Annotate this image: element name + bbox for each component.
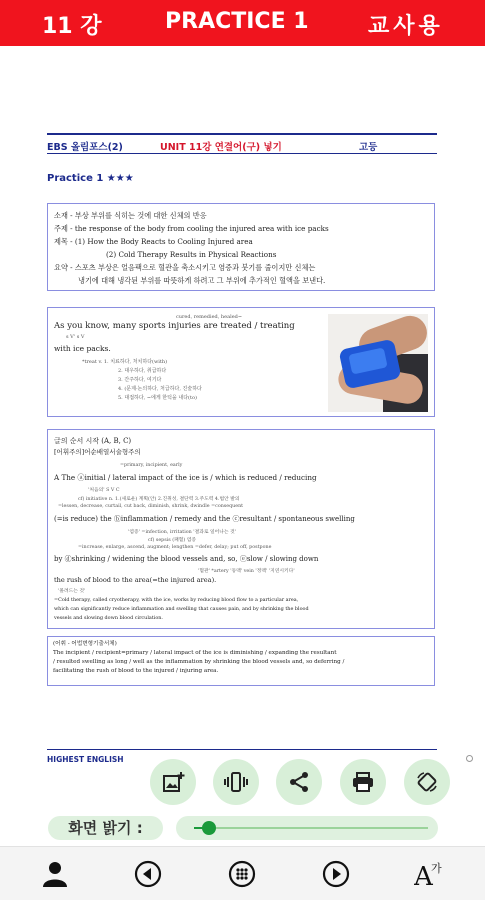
- page-title: PRACTICE 1: [165, 9, 309, 34]
- gloss-line: 5. 대접하다, ~에게 한턱을 내다(to): [118, 395, 197, 401]
- screen-rotate-icon: [415, 770, 439, 794]
- explanation-line: vessels and slowing down blood circulation.: [54, 615, 163, 621]
- bottom-nav: [0, 846, 485, 900]
- grammar-marks: s V' s V: [66, 334, 85, 340]
- font-size-icon: [414, 859, 448, 889]
- vocab-title: (어휘 - 어법변형기출서체): [53, 641, 117, 647]
- menu-button[interactable]: [227, 859, 257, 889]
- previous-icon: [133, 859, 163, 889]
- svg-text:가: 가: [431, 862, 442, 875]
- unit-label: UNIT 11강 연결어(구) 넣기: [160, 142, 282, 153]
- summary-line: 제목 - (1) How the Body Reacts to Cooling Injured area: [54, 237, 253, 246]
- explanation-line: =Cold therapy, called cryotherapy, with the ice, works by reducing blood flow to a particular area,: [54, 597, 299, 603]
- profile-button[interactable]: [40, 859, 70, 889]
- gloss-note: cf) sepsis (패혈) 염증: [148, 538, 197, 543]
- vibrate-icon: [224, 770, 248, 794]
- lesson-number: 11 강: [42, 14, 102, 39]
- hint-text: cured, remedied, healed~: [176, 314, 243, 320]
- summary-line: 요약 - 스포츠 부상은 얼음팩으로 혈관을 축소시키고 염증과 붓기를 줄이지만 신체는: [54, 263, 316, 272]
- vocab-note: cf) initiative n. 1.(새로운) 계획(안) 2.진취성, 결단력 3.주도력 4.법안 발의: [78, 497, 240, 502]
- footer-brand: HIGHEST ENGLISH: [47, 755, 124, 764]
- next-icon: [321, 859, 351, 889]
- gloss-note: '몰려드는 것': [58, 589, 86, 594]
- explanation-line: which can significantly reduce inflammation and swelling that causes pain, and by shrinking the blood: [54, 606, 309, 612]
- gloss-line: 3. 간주하다, 여기다: [118, 377, 162, 383]
- order-subtitle: [어휘주의]어순배열서술형주의: [54, 448, 141, 456]
- synonym-note: =primary, incipient, early: [120, 463, 183, 468]
- gloss-line: *treat v. 1. 치료하다, 처치하다(with): [82, 359, 168, 365]
- add-photo-button[interactable]: [150, 759, 196, 805]
- summary-line: (2) Cold Therapy Results in Physical Reactions: [106, 250, 277, 259]
- order-title: 글의 순서 시작 (A, B, C): [54, 437, 132, 445]
- gloss-note: '염증' =infection, irritation '결과로 일어나는 것': [128, 530, 237, 535]
- vocab-line: The incipient / recipient=primary / lateral impact of the ice is diminishing / expanding the resultant: [53, 650, 337, 656]
- level-label: 고등: [359, 142, 378, 153]
- add-photo-icon: [161, 770, 185, 794]
- sentence-d: the rush of blood to the area(=the injured area).: [54, 576, 217, 584]
- screen-rotate-button[interactable]: [404, 759, 450, 805]
- summary-line: 소재 - 부상 부위를 식히는 것에 대한 신체의 반응: [54, 211, 207, 220]
- footer-rule: [47, 749, 437, 750]
- example-sentence: As you know, many sports injuries are treated / treating: [54, 321, 295, 331]
- sentence-a: A The ⓐinitial / lateral impact of the ice is / which is reduced / reducing: [54, 473, 317, 482]
- vocab-line: / resulted swelling as long / well as the inflammation by shrinking the blood vessels and, so deferring /: [53, 659, 345, 665]
- gloss-note: '혈관' *artery '동맥' vein '정맥' '지연시키다': [198, 569, 295, 574]
- print-icon: [351, 770, 375, 794]
- brightness-slider[interactable]: [176, 816, 438, 840]
- share-icon: [287, 770, 311, 794]
- gloss-line: 4. (문제·논의하다, 처급하다, 진술하다: [118, 386, 202, 392]
- menu-grid-icon: [227, 859, 257, 889]
- under-rule: [47, 153, 437, 154]
- vocab-line: facilitating the rush of blood to the injured / injuring area.: [53, 668, 219, 674]
- brightness-label: 화면 밝기 :: [48, 816, 163, 840]
- next-button[interactable]: [321, 859, 351, 889]
- font-size-button[interactable]: [414, 859, 448, 889]
- share-button[interactable]: [276, 759, 322, 805]
- sentence-b: (=is reduce) the ⓑinflammation / remedy and the ⓒresultant / spontaneous swelling: [54, 515, 355, 523]
- example-box-2: [47, 429, 435, 629]
- scroll-indicator: [466, 755, 473, 762]
- ebs-label: EBS 올림포스(2): [47, 142, 123, 153]
- practice-heading: Practice 1 ★★★: [47, 173, 134, 184]
- synonym-note: =lessen, decrease, curtail, cut back, diminish, shrink, dwindle =consequent: [58, 504, 244, 509]
- gloss-line: 2. 대우하다, 취급하다: [118, 368, 167, 374]
- teacher-label: 교사용: [368, 14, 444, 39]
- slider-track: [194, 827, 428, 829]
- synonym-note: =increase, enlarge, ascend, augment; lengthen =defer, delay; put off, postpone: [78, 545, 272, 550]
- example-continuation: with ice packs.: [54, 344, 111, 353]
- example-box-3: [47, 636, 435, 686]
- vibrate-button[interactable]: [213, 759, 259, 805]
- top-rule: [47, 133, 437, 135]
- summary-box: [47, 203, 435, 291]
- sentence-c: by ⓓshrinking / widening the blood vessels and, so, ⓔslow / slowing down: [54, 555, 319, 563]
- svg-text:A: A: [414, 862, 433, 889]
- summary-line: 냉기에 대해 냉각된 부위를 따뜻하게 하려고 그 부위에 추가적인 혈액을 보낸다.: [78, 276, 326, 285]
- slider-thumb[interactable]: [202, 821, 216, 835]
- grammar-marks: '처음의' S V C: [88, 488, 120, 493]
- example-box-1: [47, 307, 435, 417]
- print-button[interactable]: [340, 759, 386, 805]
- summary-line: 주제 - the response of the body from cooling the injured area with ice packs: [54, 224, 329, 233]
- ice-pack-photo: [328, 314, 428, 412]
- person-icon: [40, 859, 70, 889]
- previous-button[interactable]: [133, 859, 163, 889]
